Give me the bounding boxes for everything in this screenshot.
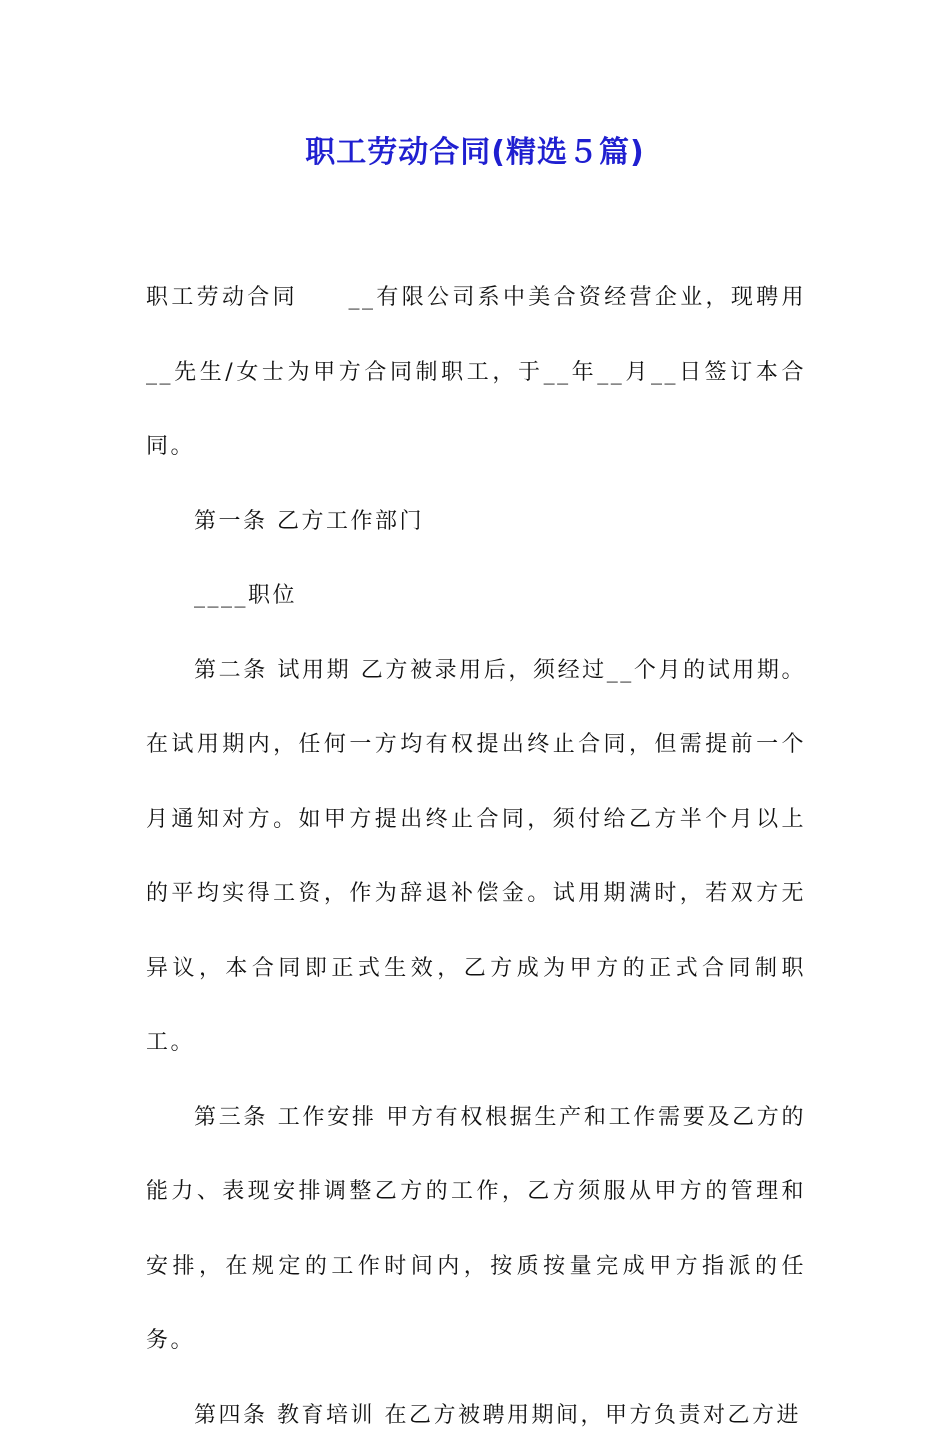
article-4-paragraph: 第四条 教育培训 在乙方被聘用期间，甲方负责对乙方进 <box>146 1379 806 1453</box>
intro-paragraph: 职工劳动合同 __有限公司系中美合资经营企业，现聘用__先生/女士为甲方合同制职工，于__年__月__日签订本合同。 <box>146 261 806 485</box>
document-body <box>146 261 806 1453</box>
article-3-paragraph: 第三条 工作安排 甲方有权根据生产和工作需要及乙方的能力、表现安排调整乙方的工作，乙方须服从甲方的管理和安排，在规定的工作时间内，按质按量完成甲方指派的任务。 <box>146 1081 806 1379</box>
article-2-paragraph: 第二条 试用期 乙方被录用后，须经过__个月的试用期。在试用期内，任何一方均有权提出终止合同，但需提前一个月通知对方。如甲方提出终止合同，须付给乙方半个月以上的平均实得工资，作为辞退补偿金。试用期满时，若双方无异议，本合同即正式生效，乙方成为甲方的正式合同制职工。 <box>146 634 806 1081</box>
position-paragraph: ____职位 <box>146 559 806 634</box>
document-title: 职工劳动合同(精选５篇) <box>0 128 950 178</box>
article-1-paragraph: 第一条 乙方工作部门 <box>146 485 806 560</box>
